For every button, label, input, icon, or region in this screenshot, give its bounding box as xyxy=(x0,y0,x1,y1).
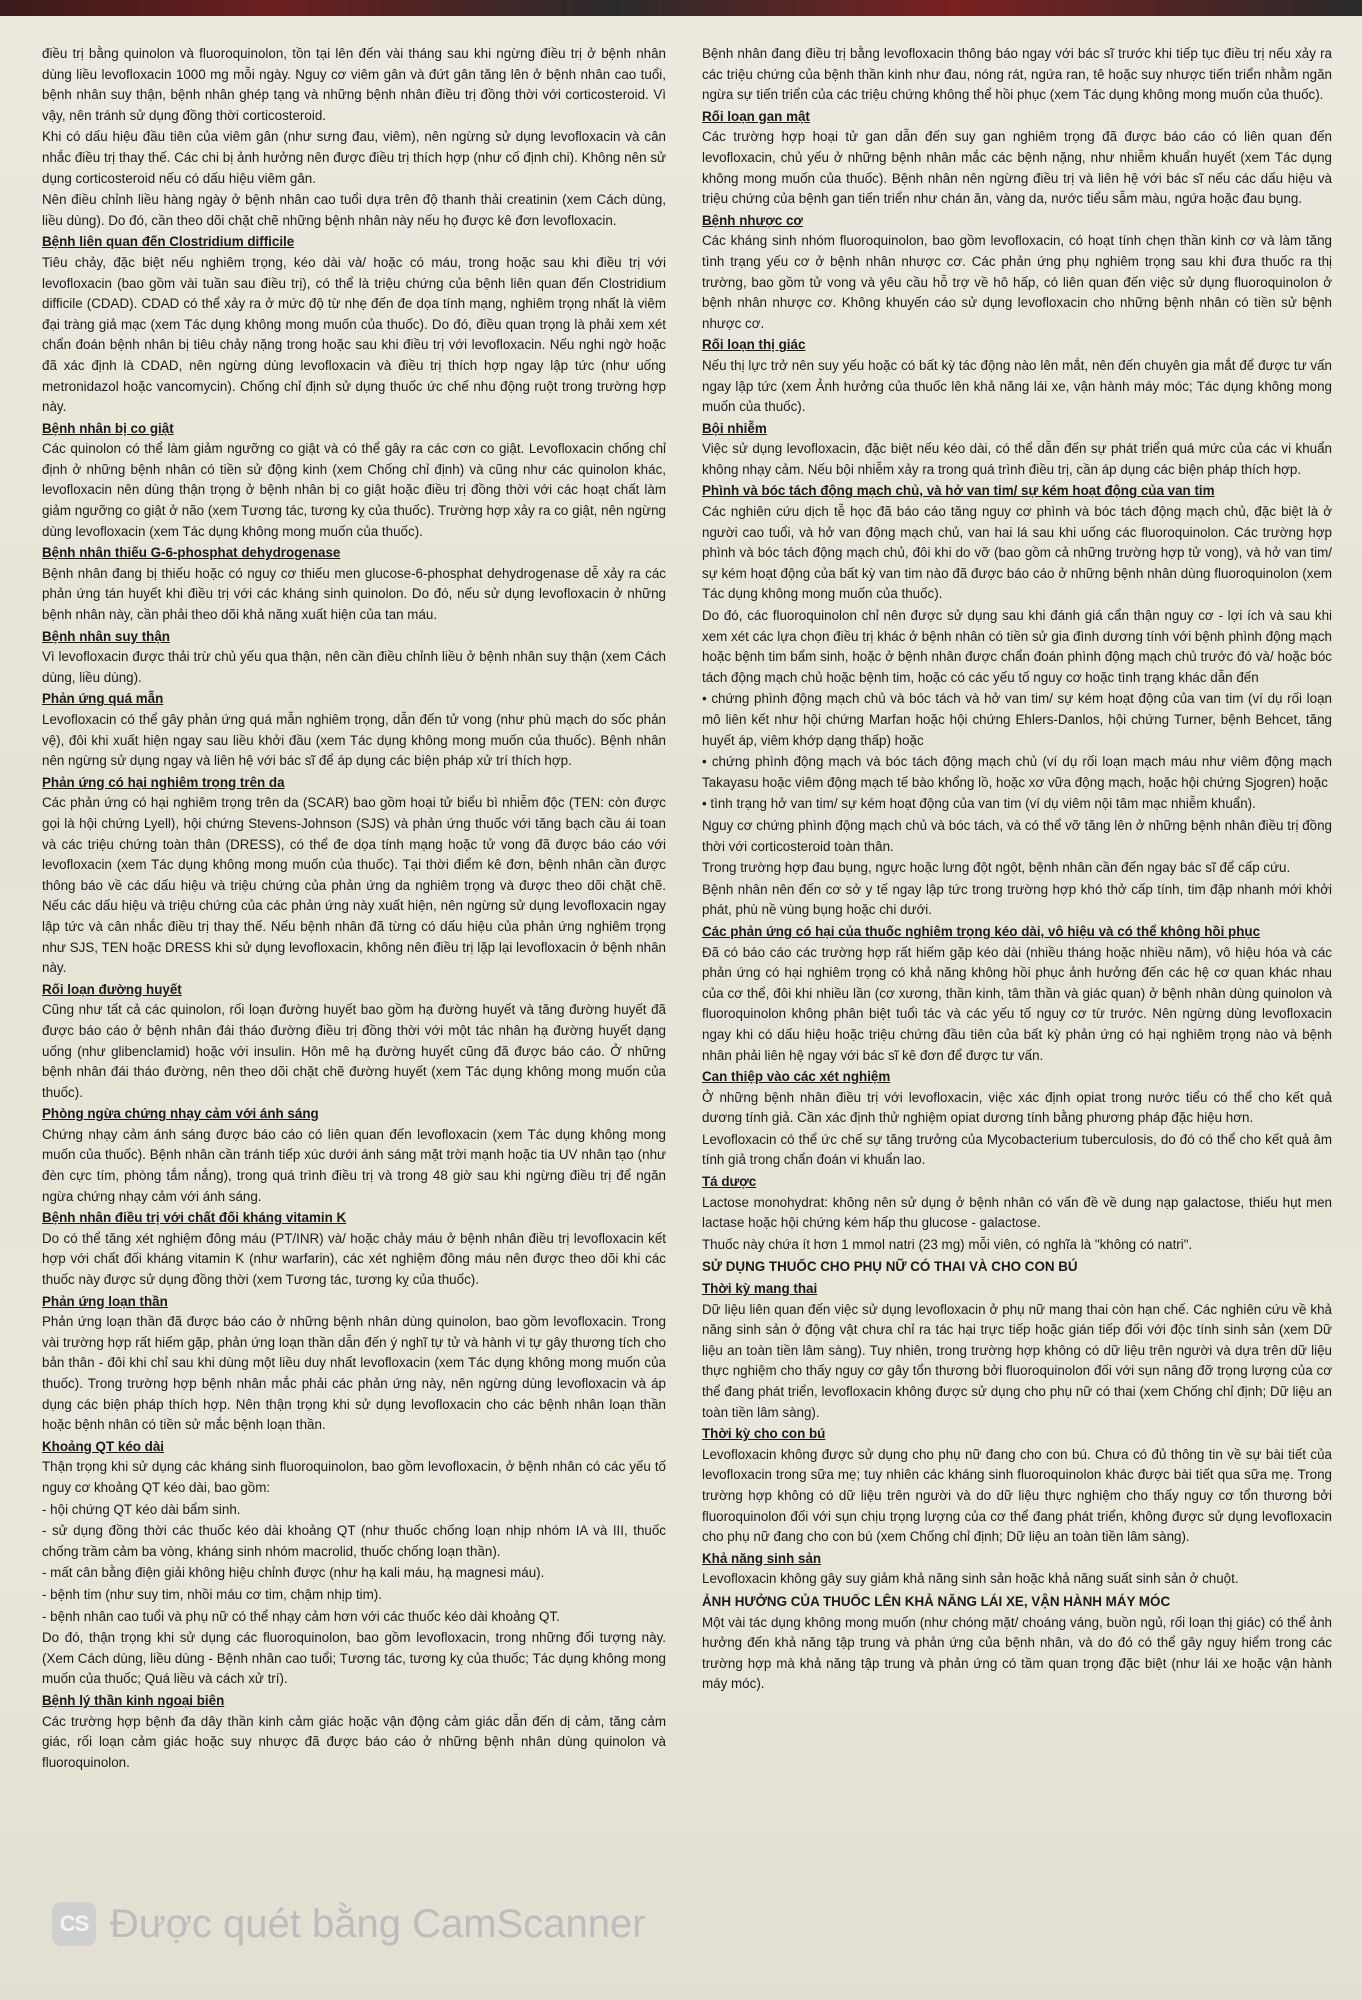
section-heading: Bệnh lý thần kinh ngoại biên xyxy=(42,1692,225,1708)
paragraph: Đã có báo cáo các trường hợp rất hiếm gặp kéo dài (nhiều tháng hoặc nhiều năm), vô hiệu hóa và các phản ứng có hại nghiêm trọng có khả năng không hồi phục ảnh hưởng đến các hệ cơ quan khác nhau của cơ thể, đôi khi nhiều lần (cơ xương, thần kinh, tâm thần và giác quan) ở bệnh nhân dùng quinolon và fluoroquinolon không phân biệt tuổi tác và các yếu tố nguy cơ từ trước. Nên ngừng dùng levofloxacin ngay khi có dấu hiệu hoặc triệu chứng đầu tiên của bất kỳ phản ứng có hại nghiêm trọng nào và bệnh nhân phải liên hệ ngay với bác sĩ kê đơn để được tư vấn. xyxy=(702,944,1332,1063)
paragraph: Lactose monohydrat: không nên sử dụng ở bệnh nhân có vấn đề về dung nạp galactose, thiếu hụt men lactase hoặc hội chứng kém hấp thu glucose - galactose. xyxy=(702,1194,1332,1231)
paragraph: - mất cân bằng điện giải không hiệu chỉnh được (như hạ kali máu, hạ magnesi máu). xyxy=(42,1565,545,1581)
paragraph: Phản ứng loạn thần đã được báo cáo ở những bệnh nhân dùng quinolon, bao gồm levofloxacin. Trong vài trường hợp rất hiếm gặp, phản ứng loạn thần dẫn đến ý nghĩ tự tử và hành vi tự gây thương tích cho bản thân - đôi khi chỉ sau khi dùng một liều duy nhất levofloxacin (xem Tác dụng không mong muốn của thuốc). Trong trường hợp bệnh nhân mắc phải các phản ứng này, nên ngừng dùng levofloxacin và áp dụng các biện pháp thích hợp. Nên thận trọng khi sử dụng levofloxacin cho các bệnh nhân loạn thần hoặc bệnh nhân có tiền sử mắc bệnh loạn thần. xyxy=(42,1314,666,1433)
major-heading: ẢNH HƯỞNG CỦA THUỐC LÊN KHẢ NĂNG LÁI XE, VẬN HÀNH MÁY MÓC xyxy=(702,1593,1171,1609)
section-heading: Rối loạn gan mật xyxy=(702,108,810,124)
paragraph: Khi có dấu hiệu đầu tiên của viêm gân (như sưng đau, viêm), nên ngừng sử dụng levofloxacin và cân nhắc điều trị thay thế. Các chi bị ảnh hưởng nên được điều trị thích hợp (như cố định chi). Không nên sử dụng corticosteroid nếu có dấu hiệu viêm gân. xyxy=(42,129,666,186)
section-heading: Thời kỳ cho con bú xyxy=(702,1426,826,1442)
paragraph: Một vài tác dụng không mong muốn (như chóng mặt/ choáng váng, buồn ngủ, rối loạn thị giác) có thể ảnh hưởng đến khả năng tập trung và phản ứng của bệnh nhân, và do đó có thể gây nguy hiểm trong các trường hợp mà khả năng tập trung và phản ứng có tầm quan trọng đặc biệt (như lái xe hoặc vận hành máy móc). xyxy=(702,1614,1332,1692)
paragraph: Các nghiên cứu dịch tễ học đã báo cáo tăng nguy cơ phình và bóc tách động mạch chủ, đặc biệt là ở người cao tuổi, và hở van động mạch chủ, van hai lá sau khi uống các fluoroquinolon. Các trường hợp phình và bóc tách động mạch chủ, đôi khi do vỡ (bao gồm cả những trường hợp tử vong), và hở van tim/ sự kém hoạt động của bất kỳ van tim nào đã được báo cáo ở những bệnh nhân dùng fluoroquinolon (xem Tác dụng không mong muốn của thuốc). xyxy=(702,504,1332,602)
paragraph: Do đó, các fluoroquinolon chỉ nên được sử dụng sau khi đánh giá cẩn thận nguy cơ - lợi ích và sau khi xem xét các lựa chọn điều trị khác ở bệnh nhân có tiền sử gia đình dương tính với bệnh phình động mạch hoặc bệnh tim bẩm sinh, hoặc ở bệnh nhân được chẩn đoán phình động mạch chủ trước đó và/ hoặc bóc tách động mạch chủ hoặc bệnh tim, hoặc có các yếu tố nguy cơ hoặc tình trạng khác dẫn đến xyxy=(702,608,1332,685)
paragraph: Các trường hợp hoại tử gan dẫn đến suy gan nghiêm trọng đã được báo cáo có liên quan đến levofloxacin, chủ yếu ở những bệnh nhân mắc các bệnh nặng, như nhiễm khuẩn huyết (xem Tác dụng không mong muốn của thuốc). Bệnh nhân nên ngừng điều trị và liên hệ với bác sĩ nếu các dấu hiệu và triệu chứng của bệnh gan tiến triển như chán ăn, vàng da, nước tiểu sẫm màu, ngứa hoặc đau bụng. xyxy=(702,129,1332,207)
major-heading: SỬ DỤNG THUỐC CHO PHỤ NỮ CÓ THAI VÀ CHO CON BÚ xyxy=(702,1259,1078,1275)
section-heading: Can thiệp vào các xét nghiệm xyxy=(702,1069,891,1085)
paragraph: Trong trường hợp đau bụng, ngực hoặc lưng đột ngột, bệnh nhân cần đến ngay bác sĩ để cấp cứu. xyxy=(702,860,1291,876)
top-edge-band xyxy=(0,0,1362,16)
section-heading: Bệnh nhân điều trị với chất đối kháng vitamin K xyxy=(42,1210,347,1226)
camscanner-logo-icon: CS xyxy=(52,1902,96,1946)
paragraph: Các quinolon có thể làm giảm ngưỡng co giật và có thể gây ra các cơn co giật. Levofloxacin chống chỉ định ở những bệnh nhân có tiền sử động kinh (xem Chống chỉ định) và cũng như các quinolon khác, levofloxacin nên dùng thận trọng ở bệnh nhân bị co giật hoặc điều trị đồng thời với các hoạt chất làm giảm ngưỡng co giật ở não (xem Tương tác, tương kỵ của thuốc). Trường hợp xảy ra co giật, nên ngừng dùng levofloxacin (xem Tác dụng không mong muốn của thuốc). xyxy=(42,441,666,539)
paragraph: Nên điều chỉnh liều hàng ngày ở bệnh nhân cao tuổi dựa trên độ thanh thải creatinin (xem Cách dùng, liều dùng). Do đó, cần theo dõi chặt chẽ những bệnh nhân này nếu họ được kê đơn levofloxacin. xyxy=(42,192,666,228)
section-heading: Phản ứng loạn thần xyxy=(42,1293,168,1309)
paragraph: Bệnh nhân đang bị thiếu hoặc có nguy cơ thiếu men glucose-6-phosphat dehydrogenase dễ xảy ra các phản ứng tán huyết khi điều trị với các kháng sinh quinolon. Do đó, nếu sử dụng levofloxacin ở những bệnh nhân này, cần phải theo dõi khả năng xuất hiện của tan máu. xyxy=(42,565,666,623)
watermark-text: Được quét bằng CamScanner xyxy=(110,1901,646,1946)
paragraph: Vì levofloxacin được thải trừ chủ yếu qua thận, nên cần điều chỉnh liều ở bệnh nhân suy thận (xem Cách dùng, liều dùng). xyxy=(42,649,666,685)
paragraph: Dữ liệu liên quan đến việc sử dụng levofloxacin ở phụ nữ mang thai còn hạn chế. Các nghiên cứu về khả năng sinh sản ở động vật chưa chỉ ra tác hại trực tiếp hoặc gián tiếp đối với độc tính sinh sản (xem Dữ liệu an toàn tiền lâm sàng). Tuy nhiên, trong trường hợp không có dữ liệu trên người và dựa trên dữ liệu thực nghiệm cho thấy nguy cơ gây tổn thương bởi fluoroquinolon đối với sụn nâng đỡ trọng lượng của cơ thể đang phát triển, levofloxacin không được sử dụng cho phụ nữ có thai (xem Chống chỉ định; Dữ liệu an toàn tiền lâm sàng). xyxy=(702,1301,1332,1420)
section-heading: Bội nhiễm xyxy=(702,420,767,436)
paragraph: Chứng nhạy cảm ánh sáng được báo cáo có liên quan đến levofloxacin (xem Tác dụng không mong muốn của thuốc). Bệnh nhân cần tránh tiếp xúc dưới ánh sáng mặt trời mạnh hoặc tia UV nhân tạo (như đèn cực tím, phòng tắm nắng), trong quá trình điều trị và trong 48 giờ sau khi ngừng điều trị để ngăn ngừa chứng nhạy cảm với ánh sáng. xyxy=(42,1126,666,1204)
section-heading: Các phản ứng có hại của thuốc nghiêm trọng kéo dài, vô hiệu và có thể không hồi phục xyxy=(702,923,1261,939)
paragraph: - bệnh tim (như suy tim, nhồi máu cơ tim, chậm nhịp tim). xyxy=(42,1586,382,1602)
paragraph: Nếu thị lực trở nên suy yếu hoặc có bất kỳ tác động nào lên mắt, nên đến chuyên gia mắt để được tư vấn ngay lập tức (xem Ảnh hưởng của thuốc lên khả năng lái xe, vận hành máy móc; Tác dụng không mong muốn của thuốc). xyxy=(702,357,1332,415)
paragraph: Do có thể tăng xét nghiệm đông máu (PT/INR) và/ hoặc chảy máu ở bệnh nhân điều trị levofloxacin kết hợp với chất đối kháng vitamin K (như warfarin), các xét nghiệm đông máu nên được theo dõi khi các thuốc này được sử dụng đồng thời (xem Tương tác, tương kỵ của thuốc). xyxy=(42,1230,666,1288)
right-column xyxy=(702,44,1332,1924)
section-heading: Thời kỳ mang thai xyxy=(702,1281,818,1297)
paragraph: Việc sử dụng levofloxacin, đặc biệt nếu kéo dài, có thể dẫn đến sự phát triển quá mức của các vi khuẩn không nhạy cảm. Nếu bội nhiễm xảy ra trong quá trình điều trị, cần áp dụng các biện pháp thích hợp. xyxy=(702,441,1332,477)
section-heading: Rối loạn đường huyết xyxy=(42,981,182,997)
paragraph: Các trường hợp bệnh đa dây thần kinh cảm giác hoặc vận động cảm giác dẫn đến dị cảm, tăng cảm giác, rối loạn cảm giác hoặc suy nhược đã được báo cáo ở những bệnh nhân dùng quinolon và fluoroquinolon. xyxy=(42,1713,666,1770)
paragraph: Tiêu chảy, đặc biệt nếu nghiêm trọng, kéo dài và/ hoặc có máu, trong hoặc sau khi điều trị với levofloxacin (bao gồm vài tuần sau điều trị), có thể là triệu chứng của bệnh liên quan đến Clostridium difficile (CDAD). CDAD có thể xảy ra ở mức độ từ nhẹ đến đe dọa tính mạng, nghiêm trọng nhất là viêm đại tràng giả mạc (xem Tác dụng không mong muốn của thuốc). Do đó, điều quan trọng là phải xem xét chẩn đoán bệnh nhân bị tiêu chảy nặng trong hoặc sau khi điều trị với levofloxacin. Nếu nghi ngờ hoặc đã xác định là CDAD, nên ngừng dùng levofloxacin và điều trị thích hợp ngay lập tức (như uống metronidazol hoặc vancomycin). Chống chỉ định sử dụng thuốc ức chế nhu động ruột trong trường hợp này. xyxy=(42,254,666,415)
section-heading: Khả năng sinh sản xyxy=(702,1550,822,1566)
paragraph: Thuốc này chứa ít hơn 1 mmol natri (23 mg) mỗi viên, có nghĩa là "không có natri". xyxy=(702,1236,1193,1252)
section-heading: Phình và bóc tách động mạch chủ, và hở van tim/ sự kém hoạt động của van tim xyxy=(702,483,1215,499)
section-heading: Rối loạn thị giác xyxy=(702,337,806,353)
left-column xyxy=(42,44,666,1924)
paragraph: Cũng như tất cả các quinolon, rối loạn đường huyết bao gồm hạ đường huyết và tăng đường huyết đã được báo cáo ở bệnh nhân đái tháo đường điều trị đồng thời với một tác nhân hạ đường huyết dạng uống (như glibenclamid) hoặc với insulin. Hôn mê hạ đường huyết cũng đã được báo cáo. Ở những bệnh nhân đái tháo đường, nên theo dõi chặt chẽ đường huyết (xem Tác dụng không mong muốn của thuốc). xyxy=(42,1002,666,1100)
paragraph: - bệnh nhân cao tuổi và phụ nữ có thể nhạy cảm hơn với các thuốc kéo dài khoảng QT. xyxy=(42,1608,560,1624)
paragraph: - hội chứng QT kéo dài bẩm sinh. xyxy=(42,1501,241,1517)
section-heading: Tá dược xyxy=(702,1174,757,1190)
paragraph: - sử dụng đồng thời các thuốc kéo dài khoảng QT (như thuốc chống loạn nhịp nhóm IA và III, thuốc chống trầm cảm ba vòng, kháng sinh nhóm macrolid, thuốc chống loạn thần). xyxy=(42,1523,666,1559)
paragraph: Levofloxacin có thể gây phản ứng quá mẫn nghiêm trọng, dẫn đến tử vong (như phù mạch do sốc phản vệ), đôi khi xuất hiện ngay sau liều khởi đầu (xem Tác dụng không mong muốn của thuốc). Bệnh nhân nên ngừng sử dụng ngay và liên hệ với bác sĩ để áp dụng các biện pháp xử trí thích hợp. xyxy=(42,712,666,769)
section-heading: Phản ứng có hại nghiêm trọng trên da xyxy=(42,774,285,790)
paragraph: Bệnh nhân đang điều trị bằng levofloxacin thông báo ngay với bác sĩ trước khi tiếp tục điều trị nếu xảy ra các triệu chứng của bệnh thần kinh như đau, nóng rát, ngứa ran, tê hoặc suy nhược tiến triển nhằm ngăn ngừa sự tiến triển của các triệu chứng không thể hồi phục (xem Tác dụng không mong muốn của thuốc). xyxy=(702,46,1332,103)
paragraph: Levofloxacin không gây suy giảm khả năng sinh sản hoặc khả năng suất sinh sản ở chuột. xyxy=(702,1571,1239,1587)
section-heading: Bệnh nhân suy thận xyxy=(42,628,170,644)
section-heading: Bệnh nhân thiếu G-6-phosphat dehydrogenase xyxy=(42,545,341,561)
paragraph: Thận trọng khi sử dụng các kháng sinh fluoroquinolon, bao gồm levofloxacin, ở bệnh nhân có các yếu tố nguy cơ khoảng QT kéo dài, bao gồm: xyxy=(42,1459,666,1495)
paragraph: • chứng phình động mạch chủ và bóc tách và hở van tim/ sự kém hoạt động của van tim (ví dụ rối loạn mô liên kết như hội chứng Marfan hoặc hội chứng Ehlers-Danlos, hội chứng Turner, bệnh Behcet, tăng huyết áp, viêm khớp dạng thấp) hoặc xyxy=(702,691,1332,748)
section-heading: Bệnh liên quan đến Clostridium difficile xyxy=(42,234,295,250)
paragraph: Bệnh nhân nên đến cơ sở y tế ngay lập tức trong trường hợp khó thở cấp tính, tim đập nhanh mới khởi phát, phù nề vùng bụng hoặc chi dưới. xyxy=(702,881,1332,918)
paragraph: Do đó, thận trọng khi sử dụng các fluoroquinolon, bao gồm levofloxacin, trong những đối tượng này. (Xem Cách dùng, liều dùng - Bệnh nhân cao tuổi; Tương tác, tương kỵ của thuốc; Tác dụng không mong muốn của thuốc; Quá liều và cách xử trí). xyxy=(42,1630,666,1687)
section-heading: Phòng ngừa chứng nhạy cảm với ánh sáng xyxy=(42,1106,319,1122)
paragraph: Levofloxacin không được sử dụng cho phụ nữ đang cho con bú. Chưa có đủ thông tin về sự bài tiết của levofloxacin trong sữa mẹ; tuy nhiên các kháng sinh fluoroquinolon khác được bài tiết qua sữa mẹ. Trong trường hợp không có dữ liệu trên người và do dữ liệu thực nghiệm cho thấy nguy cơ tổn thương bởi fluoroquinolon đối với sụn chịu trọng lượng của cơ thể đang phát triển, không được sử dụng levofloxacin cho phụ nữ đang cho con bú (xem Chống chỉ định; Dữ liệu an toàn tiền lâm sàng). xyxy=(702,1446,1332,1545)
paragraph: • chứng phình động mạch và bóc tách động mạch chủ (ví dụ rối loạn mạch máu như viêm động mạch Takayasu hoặc viêm động mạch tế bào khổng lồ, hoặc xơ vữa động mạch, hoặc hội chứng Sjogren) hoặc xyxy=(702,754,1332,790)
section-heading: Phản ứng quá mẫn xyxy=(42,691,164,707)
paragraph: Nguy cơ chứng phình động mạch chủ và bóc tách, và có thể vỡ tăng lên ở những bệnh nhân điều trị đồng thời với corticosteroid toàn thân. xyxy=(702,817,1332,854)
section-heading: Bệnh nhân bị co giật xyxy=(42,420,174,436)
section-heading: Bệnh nhược cơ xyxy=(702,212,803,228)
paragraph: điều trị bằng quinolon và fluoroquinolon, tồn tại lên đến vài tháng sau khi ngừng điều trị ở bệnh nhân dùng liều levofloxacin 1000 mg mỗi ngày. Nguy cơ viêm gân và đứt gân tăng lên ở bệnh nhân cao tuổi, bệnh nhân suy thận, bệnh nhân ghép tạng và những bệnh nhân điều trị đồng thời với corticosteroid. Vì vậy, nên tránh sử dụng đồng thời corticosteroid. xyxy=(42,46,666,123)
paragraph: Levofloxacin có thể ức chế sự tăng trưởng của Mycobacterium tuberculosis, do đó có thể cho kết quả âm tính giả trong chẩn đoán vi khuẩn lao. xyxy=(702,1131,1332,1168)
paragraph: Các phản ứng có hại nghiêm trọng trên da (SCAR) bao gồm hoại tử biểu bì nhiễm độc (TEN: còn được gọi là hội chứng Lyell), hội chứng Stevens-Johnson (SJS) và phản ứng thuốc với tăng bạch cầu ái toan và các triệu chứng toàn thân (DRESS), có thể đe dọa tính mạng hoặc tử vong đã được báo cáo với levofloxacin (xem Tác dụng không mong muốn của thuốc). Tại thời điểm kê đơn, bệnh nhân cần được thông báo về các dấu hiệu và triệu chứng của phản ứng da nghiêm trọng và được theo dõi chặt chẽ. Nếu các dấu hiệu và triệu chứng của các phản ứng này xuất hiện, nên ngừng sử dụng levofloxacin ngay lập tức và cân nhắc điều trị thay thế. Nếu bệnh nhân đã từng có dấu hiệu của phản ứng nghiêm trọng như SJS, TEN hoặc DRESS khi sử dụng levofloxacin, không nên điều trị lặp lại levofloxacin ở bệnh nhân này. xyxy=(42,795,666,976)
camscanner-watermark xyxy=(52,1896,812,1952)
paragraph: • tình trạng hở van tim/ sự kém hoạt động của van tim (ví dụ viêm nội tâm mạc nhiễm khuẩn). xyxy=(702,796,1256,812)
paragraph: Các kháng sinh nhóm fluoroquinolon, bao gồm levofloxacin, có hoạt tính chẹn thần kinh cơ và làm tăng tình trạng yếu cơ ở bệnh nhân nhược cơ. Các phản ứng phụ nghiêm trọng sau khi đưa thuốc ra thị trường, bao gồm tử vong và yêu cầu hỗ trợ về hô hấp, có liên quan đến việc sử dụng fluoroquinolon ở bệnh nhân nhược cơ. Không khuyến cáo sử dụng levofloxacin cho những bệnh nhân có tiền sử bệnh nhược cơ. xyxy=(702,233,1332,331)
paragraph: Ở những bệnh nhân điều trị với levofloxacin, việc xác định opiat trong nước tiểu có thể cho kết quả dương tính giả. Cần xác định thử nghiệm opiat dương tính bằng phương pháp đặc hiệu hơn. xyxy=(702,1089,1332,1126)
section-heading: Khoảng QT kéo dài xyxy=(42,1438,165,1454)
